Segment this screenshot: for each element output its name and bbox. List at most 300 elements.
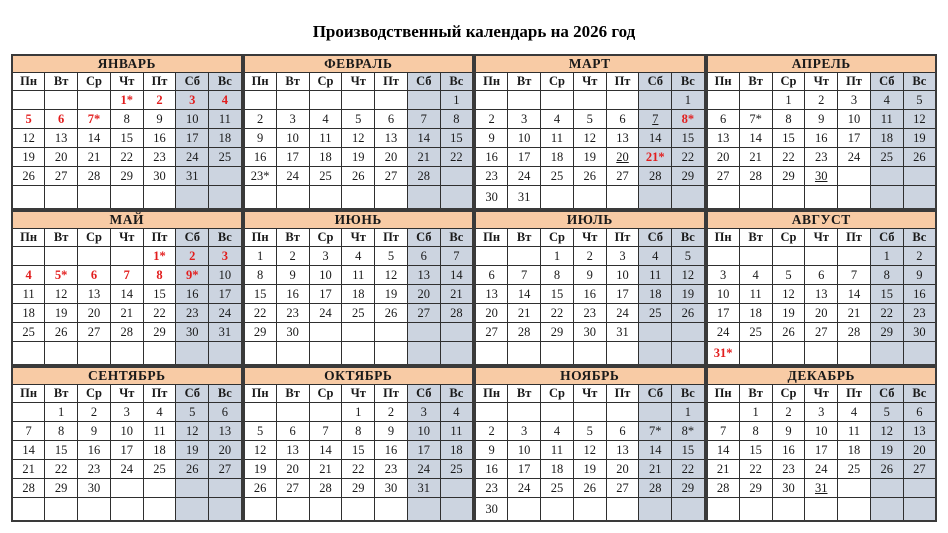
day-cell: 3: [110, 403, 143, 422]
day-cell: 28: [707, 479, 740, 498]
day-cell: 21: [639, 460, 672, 479]
day-cell: 8: [143, 266, 176, 285]
day-cell: 15: [672, 129, 705, 148]
week-row: [475, 441, 705, 460]
day-cell: 7: [838, 266, 871, 285]
day-cell: 21: [309, 460, 342, 479]
day-cell: [541, 403, 574, 422]
day-cell: [78, 498, 111, 522]
month-june: [243, 210, 475, 366]
day-cell: [870, 342, 903, 366]
day-cell: 25: [209, 148, 242, 167]
week-row: [707, 91, 937, 110]
day-cell: [342, 342, 375, 366]
week-row: [707, 148, 937, 167]
weekday-header: Ср: [309, 385, 342, 403]
day-cell: 5*: [45, 266, 78, 285]
day-cell: 27: [903, 460, 936, 479]
day-cell: [12, 91, 45, 110]
day-cell: 27: [805, 323, 838, 342]
week-row: [12, 460, 242, 479]
day-cell: [903, 186, 936, 210]
weekday-header: Ср: [309, 73, 342, 91]
day-cell: 13: [78, 285, 111, 304]
day-cell: 26: [244, 479, 277, 498]
day-cell: [440, 186, 473, 210]
day-cell: [244, 342, 277, 366]
day-cell: [573, 498, 606, 522]
day-cell: 27: [407, 304, 440, 323]
weekday-header-row: [244, 385, 474, 403]
day-cell: 28: [739, 167, 772, 186]
weekday-header: Вс: [209, 229, 242, 247]
day-cell: 1: [672, 91, 705, 110]
week-row: [707, 498, 937, 522]
day-cell: 14: [110, 285, 143, 304]
day-cell: 9: [573, 266, 606, 285]
day-cell: 10: [407, 422, 440, 441]
day-cell: 19: [176, 441, 209, 460]
weekday-header: Чт: [110, 73, 143, 91]
day-cell: 17: [309, 285, 342, 304]
day-cell: [407, 342, 440, 366]
weekday-header: Пт: [143, 385, 176, 403]
day-cell: [707, 247, 740, 266]
day-cell: 3: [707, 266, 740, 285]
day-cell: 16: [176, 285, 209, 304]
day-cell: 4: [440, 403, 473, 422]
day-cell: [870, 186, 903, 210]
weekday-header: Вт: [45, 229, 78, 247]
weekday-header: Вс: [209, 73, 242, 91]
day-cell: 11: [12, 285, 45, 304]
day-cell: 30: [78, 479, 111, 498]
weekday-header-row: [244, 73, 474, 91]
day-cell: 11: [309, 129, 342, 148]
day-cell: 25: [870, 148, 903, 167]
week-row: [12, 186, 242, 210]
day-cell: 18: [440, 441, 473, 460]
week-row: [244, 479, 474, 498]
weekday-header: Пн: [244, 73, 277, 91]
day-cell: 22: [45, 460, 78, 479]
day-cell: 8: [45, 422, 78, 441]
day-cell: [12, 186, 45, 210]
week-row: [707, 460, 937, 479]
day-cell: 2: [772, 403, 805, 422]
day-cell: 22: [672, 460, 705, 479]
month-title-september: СЕНТЯБРЬ: [12, 367, 242, 385]
week-row: [707, 422, 937, 441]
calendar-grid: [11, 54, 937, 522]
weekday-header-row: [475, 385, 705, 403]
day-cell: 19: [870, 441, 903, 460]
day-cell: 15: [143, 285, 176, 304]
day-cell: 25: [440, 460, 473, 479]
month-july: [474, 210, 706, 366]
day-cell: [903, 479, 936, 498]
week-row: [707, 285, 937, 304]
day-cell: 24: [606, 304, 639, 323]
day-cell: 26: [573, 167, 606, 186]
week-row: [244, 304, 474, 323]
day-cell: 27: [606, 479, 639, 498]
day-cell: 8*: [672, 422, 705, 441]
day-cell: 1: [870, 247, 903, 266]
day-cell: 14: [739, 129, 772, 148]
day-cell: [508, 498, 541, 522]
day-cell: 7: [508, 266, 541, 285]
week-row: [244, 186, 474, 210]
weekday-header: Вт: [276, 229, 309, 247]
day-cell: [805, 186, 838, 210]
week-row: [12, 110, 242, 129]
day-cell: 21: [110, 304, 143, 323]
weekday-header: Пн: [244, 385, 277, 403]
day-cell: 5: [870, 403, 903, 422]
day-cell: 25: [541, 479, 574, 498]
week-row: [12, 129, 242, 148]
day-cell: [672, 498, 705, 522]
week-row: [475, 403, 705, 422]
day-cell: 21: [78, 148, 111, 167]
day-cell: 30: [475, 186, 508, 210]
day-cell: 28: [440, 304, 473, 323]
day-cell: 12: [45, 285, 78, 304]
day-cell: 12: [573, 129, 606, 148]
week-row: [475, 323, 705, 342]
day-cell: 16: [276, 285, 309, 304]
day-cell: [375, 91, 408, 110]
day-cell: 22: [342, 460, 375, 479]
weekday-header: Сб: [639, 229, 672, 247]
day-cell: 6: [606, 110, 639, 129]
day-cell: [541, 91, 574, 110]
day-cell: 21*: [639, 148, 672, 167]
week-row: [244, 167, 474, 186]
day-cell: 8: [244, 266, 277, 285]
week-row: [244, 460, 474, 479]
day-cell: 6: [45, 110, 78, 129]
day-cell: [209, 186, 242, 210]
day-cell: 18: [838, 441, 871, 460]
day-cell: [375, 323, 408, 342]
day-cell: 2: [573, 247, 606, 266]
day-cell: 3: [606, 247, 639, 266]
day-cell: 30: [176, 323, 209, 342]
day-cell: [573, 186, 606, 210]
weekday-header: Пт: [606, 385, 639, 403]
day-cell: 28: [309, 479, 342, 498]
week-row: [12, 498, 242, 522]
weekday-header: Пн: [475, 73, 508, 91]
day-cell: 29: [772, 167, 805, 186]
week-row: [244, 422, 474, 441]
weekday-header: Сб: [176, 385, 209, 403]
day-cell: 1*: [143, 247, 176, 266]
day-cell: [309, 403, 342, 422]
weekday-header: Вс: [209, 385, 242, 403]
week-row: [707, 441, 937, 460]
day-cell: 26: [870, 460, 903, 479]
day-cell: 15: [772, 129, 805, 148]
month-october: [243, 366, 475, 522]
weekday-header: Чт: [805, 229, 838, 247]
day-cell: 6: [375, 110, 408, 129]
day-cell: 24: [707, 323, 740, 342]
day-cell: [276, 186, 309, 210]
week-row: [475, 247, 705, 266]
week-row: [475, 129, 705, 148]
day-cell: 20: [45, 148, 78, 167]
day-cell: 14: [407, 129, 440, 148]
day-cell: [375, 498, 408, 522]
week-row: [12, 441, 242, 460]
day-cell: 4: [838, 403, 871, 422]
day-cell: 17: [276, 148, 309, 167]
day-cell: 10: [276, 129, 309, 148]
weekday-header-row: [475, 73, 705, 91]
week-row: [475, 460, 705, 479]
day-cell: 31*: [707, 342, 740, 366]
weekday-header: Вт: [508, 229, 541, 247]
day-cell: [110, 247, 143, 266]
day-cell: 29: [739, 479, 772, 498]
week-row: [244, 285, 474, 304]
week-row: [475, 479, 705, 498]
week-row: [707, 129, 937, 148]
day-cell: 10: [309, 266, 342, 285]
weekday-header: Пт: [143, 229, 176, 247]
day-cell: [276, 91, 309, 110]
week-row: [244, 403, 474, 422]
day-cell: 31: [508, 186, 541, 210]
day-cell: 8: [440, 110, 473, 129]
week-row: [244, 148, 474, 167]
day-cell: 6: [276, 422, 309, 441]
day-cell: 18: [12, 304, 45, 323]
day-cell: 1: [45, 403, 78, 422]
weekday-header: Пт: [375, 385, 408, 403]
month-title-january: ЯНВАРЬ: [12, 55, 242, 73]
day-cell: 19: [672, 285, 705, 304]
day-cell: 16: [772, 441, 805, 460]
day-cell: [903, 498, 936, 522]
day-cell: 25: [309, 167, 342, 186]
day-cell: [209, 342, 242, 366]
day-cell: 8: [110, 110, 143, 129]
day-cell: [508, 342, 541, 366]
day-cell: 11: [143, 422, 176, 441]
day-cell: 13: [475, 285, 508, 304]
weekday-header: Сб: [870, 73, 903, 91]
day-cell: 15: [45, 441, 78, 460]
day-cell: [276, 403, 309, 422]
week-row: [244, 129, 474, 148]
day-cell: 30: [573, 323, 606, 342]
day-cell: 27: [78, 323, 111, 342]
day-cell: 13: [209, 422, 242, 441]
week-row: [12, 285, 242, 304]
day-cell: 24: [276, 167, 309, 186]
day-cell: 18: [209, 129, 242, 148]
day-cell: 3: [407, 403, 440, 422]
day-cell: [606, 342, 639, 366]
day-cell: 9: [903, 266, 936, 285]
day-cell: 18: [541, 148, 574, 167]
day-cell: [209, 479, 242, 498]
month-title-april: АПРЕЛЬ: [707, 55, 937, 73]
day-cell: 15: [739, 441, 772, 460]
day-cell: 14: [440, 266, 473, 285]
day-cell: 22: [870, 304, 903, 323]
day-cell: 1: [739, 403, 772, 422]
day-cell: 23: [772, 460, 805, 479]
day-cell: [45, 247, 78, 266]
week-row: [475, 167, 705, 186]
day-cell: [639, 498, 672, 522]
day-cell: 5: [342, 110, 375, 129]
day-cell: [475, 247, 508, 266]
weekday-header: Пн: [475, 229, 508, 247]
week-row: [707, 110, 937, 129]
week-row: [707, 403, 937, 422]
day-cell: 7*: [78, 110, 111, 129]
weekday-header-row: [707, 73, 937, 91]
day-cell: 19: [45, 304, 78, 323]
day-cell: [903, 167, 936, 186]
day-cell: 18: [870, 129, 903, 148]
day-cell: 29: [342, 479, 375, 498]
day-cell: 6: [475, 266, 508, 285]
day-cell: 23: [475, 167, 508, 186]
day-cell: [508, 91, 541, 110]
week-row: [475, 422, 705, 441]
weekday-header: Пн: [12, 385, 45, 403]
month-title-june: ИЮНЬ: [244, 211, 474, 229]
day-cell: 24: [805, 460, 838, 479]
day-cell: 15: [541, 285, 574, 304]
day-cell: [244, 498, 277, 522]
weekday-header: Пн: [707, 385, 740, 403]
day-cell: [870, 498, 903, 522]
day-cell: [805, 342, 838, 366]
weekday-header-row: [12, 385, 242, 403]
weekday-header: Ср: [78, 229, 111, 247]
day-cell: [639, 342, 672, 366]
day-cell: 30: [805, 167, 838, 186]
day-cell: [772, 186, 805, 210]
day-cell: 28: [12, 479, 45, 498]
day-cell: 15: [440, 129, 473, 148]
day-cell: 5: [672, 247, 705, 266]
day-cell: 7: [12, 422, 45, 441]
day-cell: 8: [870, 266, 903, 285]
weekday-header: Вт: [739, 73, 772, 91]
week-row: [475, 91, 705, 110]
day-cell: 27: [475, 323, 508, 342]
day-cell: 16: [375, 441, 408, 460]
day-cell: 19: [772, 304, 805, 323]
day-cell: 24: [508, 479, 541, 498]
weekday-header: Чт: [110, 229, 143, 247]
day-cell: 14: [639, 441, 672, 460]
week-row: [12, 304, 242, 323]
day-cell: [838, 479, 871, 498]
weekday-header: Вс: [440, 229, 473, 247]
week-row: [12, 422, 242, 441]
day-cell: [639, 323, 672, 342]
weekday-header: Вс: [903, 73, 936, 91]
day-cell: 18: [639, 285, 672, 304]
day-cell: 5: [12, 110, 45, 129]
weekday-header: Ср: [772, 73, 805, 91]
day-cell: 4: [870, 91, 903, 110]
day-cell: 2: [276, 247, 309, 266]
day-cell: 31: [176, 167, 209, 186]
day-cell: 2: [244, 110, 277, 129]
day-cell: 24: [209, 304, 242, 323]
day-cell: 15: [110, 129, 143, 148]
day-cell: [606, 91, 639, 110]
weekday-header: Пн: [12, 229, 45, 247]
day-cell: 2: [143, 91, 176, 110]
day-cell: [276, 498, 309, 522]
day-cell: 8: [541, 266, 574, 285]
weekday-header: Вс: [440, 73, 473, 91]
day-cell: 3: [805, 403, 838, 422]
day-cell: [143, 498, 176, 522]
week-row: [244, 110, 474, 129]
day-cell: 26: [12, 167, 45, 186]
day-cell: [342, 323, 375, 342]
weekday-header: Чт: [805, 73, 838, 91]
day-cell: 13: [45, 129, 78, 148]
day-cell: 15: [870, 285, 903, 304]
day-cell: 30: [772, 479, 805, 498]
day-cell: 4: [12, 266, 45, 285]
day-cell: 5: [573, 110, 606, 129]
weekday-header: Сб: [639, 385, 672, 403]
day-cell: 16: [805, 129, 838, 148]
week-row: [707, 323, 937, 342]
day-cell: 22: [143, 304, 176, 323]
day-cell: [739, 186, 772, 210]
page-title: Производственный календарь на 2026 год: [312, 22, 636, 41]
day-cell: 25: [541, 167, 574, 186]
day-cell: 20: [407, 285, 440, 304]
day-cell: 23: [78, 460, 111, 479]
weekday-header: Чт: [342, 229, 375, 247]
day-cell: [407, 323, 440, 342]
day-cell: 27: [375, 167, 408, 186]
day-cell: 5: [903, 91, 936, 110]
day-cell: 7: [639, 110, 672, 129]
weekday-header: Вт: [45, 73, 78, 91]
day-cell: 1: [440, 91, 473, 110]
day-cell: [45, 186, 78, 210]
day-cell: 23: [276, 304, 309, 323]
weekday-header: Сб: [407, 229, 440, 247]
weekday-header-row: [707, 229, 937, 247]
day-cell: [309, 91, 342, 110]
day-cell: [475, 403, 508, 422]
day-cell: 10: [805, 422, 838, 441]
day-cell: [176, 498, 209, 522]
day-cell: 23*: [244, 167, 277, 186]
day-cell: 5: [244, 422, 277, 441]
day-cell: 29: [672, 167, 705, 186]
